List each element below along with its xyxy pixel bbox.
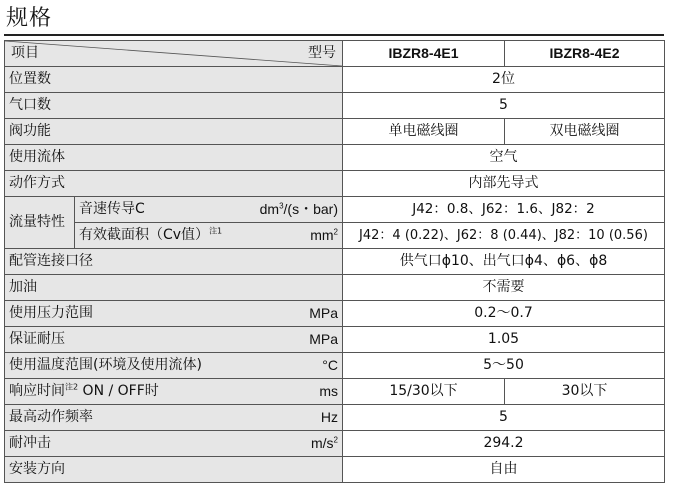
temperature-label: 使用温度范围(环境及使用流体) bbox=[9, 357, 202, 373]
model-header-label: 型号 bbox=[308, 45, 336, 61]
ports-value: 5 bbox=[343, 93, 665, 119]
response-time-cell bbox=[5, 379, 343, 405]
model-2-header: IBZR8-4E2 bbox=[505, 41, 665, 67]
diagonal-divider bbox=[5, 41, 342, 66]
piping-value: 供气口ϕ10、出气口ϕ4、ϕ6、ϕ8 bbox=[343, 249, 665, 275]
sonic-conductance-label: 音速传导C bbox=[79, 201, 145, 217]
lubrication-value: 不需要 bbox=[343, 275, 665, 301]
valve-function-value-1: 单电磁线圈 bbox=[343, 119, 505, 145]
pressure-range-value: 0.2～0.7 bbox=[343, 301, 665, 327]
frequency-label: 最高动作频率 bbox=[9, 409, 93, 425]
proof-pressure-unit: MPa bbox=[309, 331, 338, 347]
table-row bbox=[5, 93, 665, 119]
sonic-conductance-cell bbox=[75, 197, 343, 223]
actuation-label: 动作方式 bbox=[5, 171, 343, 197]
table-row bbox=[5, 197, 665, 223]
proof-pressure-cell bbox=[5, 327, 343, 353]
response-time-label: 响应时间$^{注2}$ ON / OFF时 bbox=[9, 382, 159, 399]
spec-table bbox=[4, 40, 665, 483]
table-row bbox=[5, 353, 665, 379]
table-row bbox=[5, 405, 665, 431]
effective-area-cell bbox=[75, 223, 343, 249]
table-header-row bbox=[5, 41, 665, 67]
effective-area-unit: $mm^2$ bbox=[310, 227, 338, 243]
temperature-cell bbox=[5, 353, 343, 379]
item-model-header-cell bbox=[5, 41, 343, 67]
table-row bbox=[5, 275, 665, 301]
ports-label: 气口数 bbox=[5, 93, 343, 119]
note-2-marker: 注2 bbox=[65, 382, 79, 392]
table-row bbox=[5, 327, 665, 353]
actuation-value: 内部先导式 bbox=[343, 171, 665, 197]
page-title: 规格 bbox=[6, 6, 53, 31]
pressure-range-unit: MPa bbox=[309, 305, 338, 321]
flow-group-label: 流量特性 bbox=[5, 197, 75, 249]
frequency-cell bbox=[5, 405, 343, 431]
sonic-conductance-value: J42：0.8、J62：1.6、J82：2 bbox=[343, 197, 665, 223]
pressure-range-label: 使用压力范围 bbox=[9, 305, 93, 321]
response-time-value-1: 15/30以下 bbox=[343, 379, 505, 405]
title-divider bbox=[4, 34, 664, 36]
valve-function-label: 阀功能 bbox=[5, 119, 343, 145]
table-row bbox=[5, 457, 665, 483]
note-1-marker: 注1 bbox=[209, 226, 223, 236]
valve-function-value-2: 双电磁线圈 bbox=[505, 119, 665, 145]
table-row bbox=[5, 119, 665, 145]
item-header-label: 项目 bbox=[11, 45, 39, 61]
positions-value: 2位 bbox=[343, 67, 665, 93]
temperature-value: 5～50 bbox=[343, 353, 665, 379]
fluid-label: 使用流体 bbox=[5, 145, 343, 171]
shock-unit: $m/s^2$ bbox=[310, 435, 338, 451]
proof-pressure-label: 保证耐压 bbox=[9, 331, 65, 347]
lubrication-label: 加油 bbox=[5, 275, 343, 301]
table-row bbox=[5, 67, 665, 93]
frequency-unit: Hz bbox=[320, 409, 338, 425]
mounting-value: 自由 bbox=[343, 457, 665, 483]
table-row bbox=[5, 171, 665, 197]
fluid-value: 空气 bbox=[343, 145, 665, 171]
frequency-value: 5 bbox=[343, 405, 665, 431]
response-time-value-2: 30以下 bbox=[505, 379, 665, 405]
table-row bbox=[5, 301, 665, 327]
mounting-label: 安装方向 bbox=[5, 457, 343, 483]
table-row bbox=[5, 379, 665, 405]
temperature-unit: °C bbox=[322, 357, 338, 373]
response-time-unit: ms bbox=[319, 383, 338, 399]
model-1-header: IBZR8-4E1 bbox=[343, 41, 505, 67]
shock-label: 耐冲击 bbox=[9, 435, 51, 451]
table-row bbox=[5, 249, 665, 275]
piping-label: 配管连接口径 bbox=[5, 249, 343, 275]
shock-value: 294.2 bbox=[343, 431, 665, 457]
positions-label: 位置数 bbox=[5, 67, 343, 93]
pressure-range-cell bbox=[5, 301, 343, 327]
sonic-conductance-unit: $dm^3/(s$・bar) bbox=[259, 201, 338, 217]
table-row bbox=[5, 431, 665, 457]
proof-pressure-value: 1.05 bbox=[343, 327, 665, 353]
effective-area-value: J42：4 (0.22)、J62：8 (0.44)、J82：10 (0.56) bbox=[343, 223, 665, 249]
table-row bbox=[5, 145, 665, 171]
shock-cell bbox=[5, 431, 343, 457]
effective-area-label: 有效截面积（Cv值）$^{注1}$ bbox=[79, 226, 223, 243]
table-row bbox=[5, 223, 665, 249]
